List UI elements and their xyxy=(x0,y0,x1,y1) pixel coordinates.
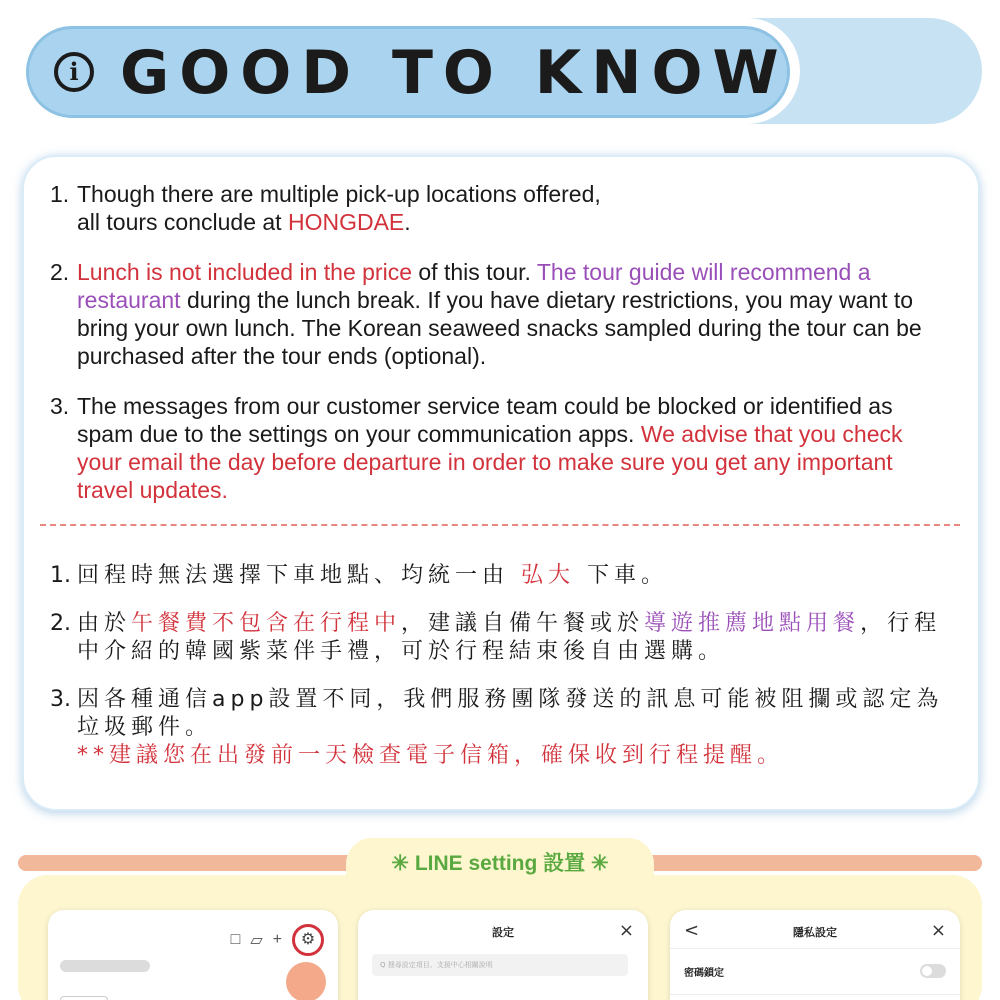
english-note-1 xyxy=(50,180,950,236)
note-number: 1. xyxy=(50,563,71,588)
note-number: 2. xyxy=(50,259,70,285)
chinese-note-3 xyxy=(50,686,950,770)
chinese-note-2 xyxy=(50,610,950,666)
chinese-notes xyxy=(50,562,950,790)
bell-icon[interactable]: ▱ xyxy=(250,932,263,949)
close-icon[interactable]: × xyxy=(618,920,634,941)
highlight-purple: The tour guide will recommend a restaurant xyxy=(77,259,871,313)
line-screenshot-home xyxy=(48,910,338,1000)
english-note-3 xyxy=(50,392,950,504)
note-text: during the lunch break. If you have dietary restrictions, you may want to bring your own lunch. The Korean seaweed snacks sampled during the tour can be purchased after the tour ends (optional). xyxy=(77,287,922,369)
note-text: all tours conclude at xyxy=(77,209,288,235)
section-bar-right xyxy=(640,855,982,871)
screen-title: 設定 xyxy=(492,926,514,939)
note-text: The messages from our customer service team could be blocked or identified as spam due to the settings on your communication apps. xyxy=(77,393,893,447)
dashed-divider xyxy=(40,524,960,526)
page-title: GOOD TO KNOW xyxy=(120,38,789,108)
screen-title: 隱私設定 xyxy=(793,926,837,939)
note-text-line xyxy=(77,208,950,236)
add-friend-icon[interactable]: + xyxy=(272,931,282,948)
note-text: 回程時無法選擇下車地點、均統一由 xyxy=(77,563,510,588)
highlight-red: Lunch is not included in the price xyxy=(77,259,412,285)
highlight-red: 午餐費不包含在行程中 xyxy=(131,611,402,636)
search-input[interactable]: Q 搜尋設定項目、支援中心相關說明 xyxy=(372,954,628,976)
note-text: 由於 xyxy=(77,611,132,636)
passcode-lock-label: 密碼鎖定 xyxy=(684,968,724,979)
separator xyxy=(670,994,960,995)
note-text: ，建議自備午餐或於 xyxy=(401,611,645,636)
highlight-red: 弘大 xyxy=(509,563,588,588)
note-text: . xyxy=(404,209,411,235)
highlight-red: HONGDAE xyxy=(287,209,405,235)
line-screenshot-settings xyxy=(358,910,648,1000)
gear-icon[interactable]: ⚙ xyxy=(292,924,324,956)
note-text-line: Though there are multiple pick-up locations offered, xyxy=(77,181,601,207)
note-number: 3. xyxy=(50,687,71,712)
back-icon[interactable]: < xyxy=(684,920,700,941)
highlight-red: **建議您在出發前一天檢查電子信箱，確保收到行程提醒。 xyxy=(77,743,785,768)
note-text: of this tour. xyxy=(412,259,537,285)
line-section-title: ✳ LINE setting 設置 ✳ xyxy=(346,838,654,890)
highlight-red: We advise that you check your email the day before departure in order to make sure you get any important travel updates. xyxy=(77,421,903,503)
english-note-2 xyxy=(50,258,950,370)
profile-name-placeholder xyxy=(60,960,150,972)
note-number: 3. xyxy=(50,393,70,419)
separator xyxy=(670,948,960,949)
avatar[interactable] xyxy=(286,962,326,1000)
english-notes xyxy=(50,180,950,526)
chinese-note-1 xyxy=(50,562,950,590)
note-number: 2. xyxy=(50,611,71,636)
passcode-lock-toggle[interactable] xyxy=(920,964,946,978)
note-number: 1. xyxy=(50,181,70,207)
note-text: 下車。 xyxy=(587,563,669,588)
close-icon[interactable]: × xyxy=(930,920,946,941)
highlight-purple: 導遊推薦地點用餐 xyxy=(644,611,861,636)
section-bar-left xyxy=(18,855,362,871)
profile-box xyxy=(60,996,108,1000)
note-text: 因各種通信app設置不同，我們服務團隊發送的訊息可能被阻攔或認定為垃圾郵件。 xyxy=(77,687,944,740)
line-screenshot-privacy xyxy=(670,910,960,1000)
info-circle-icon: i xyxy=(54,52,94,92)
note-text: ，行程中介紹的韓國紫菜伴手禮，可於行程結束後自由選購。 xyxy=(77,611,942,664)
top-icons xyxy=(231,924,324,956)
bookmark-icon[interactable]: □ xyxy=(230,931,241,948)
